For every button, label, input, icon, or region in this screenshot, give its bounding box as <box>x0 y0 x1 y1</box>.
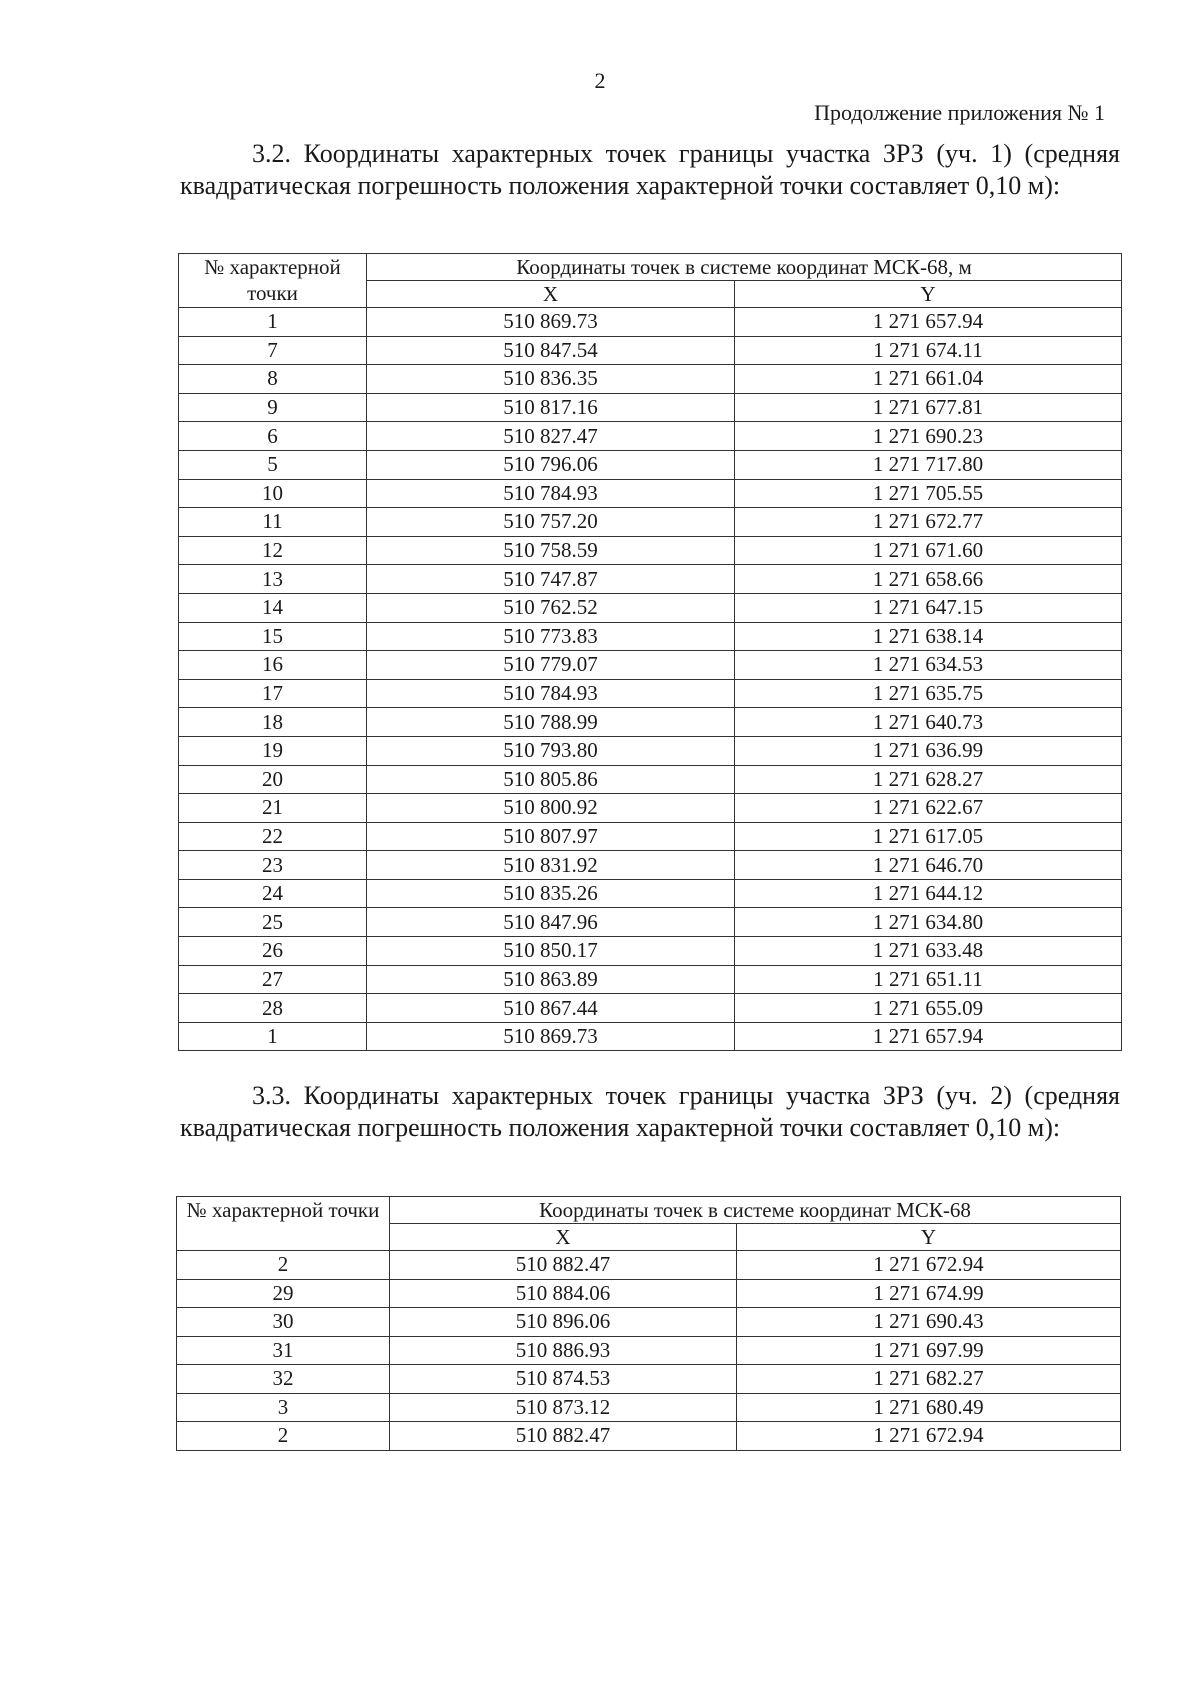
table-row <box>179 822 1122 851</box>
cell-point: 19 <box>179 736 367 765</box>
header-coordinates: Координаты точек в системе координат МСК-68 <box>390 1197 1121 1224</box>
cell-x: 510 850.17 <box>367 937 735 966</box>
cell-x: 510 882.47 <box>390 1422 737 1451</box>
table-row <box>179 708 1122 737</box>
cell-y: 1 271 622.67 <box>735 794 1122 823</box>
cell-y: 1 271 672.94 <box>737 1251 1121 1280</box>
table-row <box>179 565 1122 594</box>
cell-point: 7 <box>179 336 367 365</box>
cell-y: 1 271 655.09 <box>735 994 1122 1023</box>
cell-x: 510 874.53 <box>390 1365 737 1394</box>
cell-x: 510 793.80 <box>367 736 735 765</box>
cell-x: 510 827.47 <box>367 422 735 451</box>
cell-y: 1 271 672.77 <box>735 508 1122 537</box>
cell-y: 1 271 657.94 <box>735 1022 1122 1051</box>
cell-y: 1 271 690.23 <box>735 422 1122 451</box>
cell-x: 510 817.16 <box>367 393 735 422</box>
cell-y: 1 271 682.27 <box>737 1365 1121 1394</box>
cell-point: 8 <box>179 365 367 394</box>
cell-y: 1 271 651.11 <box>735 965 1122 994</box>
header-point-number: № характерной точки <box>179 254 367 308</box>
cell-y: 1 271 674.99 <box>737 1279 1121 1308</box>
cell-y: 1 271 640.73 <box>735 708 1122 737</box>
cell-x: 510 886.93 <box>390 1336 737 1365</box>
table-row <box>177 1251 1121 1280</box>
header-y: Y <box>735 281 1122 308</box>
cell-y: 1 271 674.11 <box>735 336 1122 365</box>
section-heading-3-3 <box>180 1080 1120 1144</box>
cell-point: 18 <box>179 708 367 737</box>
table-row <box>179 1022 1122 1051</box>
section-text: Координаты характерных точек границы участка ЗРЗ (уч. 2) (средняя квадратическая погрешность положения характерной точки составляет 0,10 м): <box>180 1081 1120 1142</box>
cell-x: 510 807.97 <box>367 822 735 851</box>
cell-x: 510 884.06 <box>390 1279 737 1308</box>
cell-point: 12 <box>179 536 367 565</box>
cell-x: 510 758.59 <box>367 536 735 565</box>
table-row <box>179 479 1122 508</box>
cell-x: 510 847.96 <box>367 908 735 937</box>
header-x: X <box>367 281 735 308</box>
cell-y: 1 271 677.81 <box>735 393 1122 422</box>
cell-y: 1 271 634.80 <box>735 908 1122 937</box>
continuation-label: Продолжение приложения № 1 <box>814 100 1105 125</box>
cell-point: 2 <box>177 1251 390 1280</box>
cell-point: 28 <box>179 994 367 1023</box>
cell-point: 23 <box>179 851 367 880</box>
cell-point: 17 <box>179 679 367 708</box>
table-row <box>179 765 1122 794</box>
cell-point: 15 <box>179 622 367 651</box>
table-row <box>179 308 1122 337</box>
cell-point: 10 <box>179 479 367 508</box>
header-y: Y <box>737 1224 1121 1251</box>
table-row <box>177 1422 1121 1451</box>
cell-y: 1 271 646.70 <box>735 851 1122 880</box>
cell-x: 510 757.20 <box>367 508 735 537</box>
cell-x: 510 800.92 <box>367 794 735 823</box>
cell-x: 510 779.07 <box>367 651 735 680</box>
table-row <box>179 937 1122 966</box>
table-2-body <box>177 1251 1121 1451</box>
table-row <box>179 994 1122 1023</box>
table-row <box>179 336 1122 365</box>
table-row <box>179 536 1122 565</box>
cell-point: 26 <box>179 937 367 966</box>
table-row <box>177 1365 1121 1394</box>
header-coordinates: Координаты точек в системе координат МСК-68, м <box>367 254 1122 281</box>
cell-x: 510 784.93 <box>367 679 735 708</box>
cell-y: 1 271 717.80 <box>735 450 1122 479</box>
cell-x: 510 836.35 <box>367 365 735 394</box>
cell-y: 1 271 671.60 <box>735 536 1122 565</box>
section-heading-3-2 <box>180 138 1120 202</box>
table-row <box>179 622 1122 651</box>
table-row <box>179 879 1122 908</box>
header-point-number: № характерной точки <box>177 1197 390 1251</box>
table-row <box>179 593 1122 622</box>
table-row <box>177 1336 1121 1365</box>
cell-y: 1 271 697.99 <box>737 1336 1121 1365</box>
cell-x: 510 863.89 <box>367 965 735 994</box>
cell-point: 32 <box>177 1365 390 1394</box>
cell-y: 1 271 644.12 <box>735 879 1122 908</box>
cell-point: 25 <box>179 908 367 937</box>
cell-y: 1 271 634.53 <box>735 651 1122 680</box>
section-number: 3.2. <box>252 139 291 168</box>
cell-x: 510 869.73 <box>367 1022 735 1051</box>
cell-y: 1 271 672.94 <box>737 1422 1121 1451</box>
cell-point: 5 <box>179 450 367 479</box>
table-row <box>179 851 1122 880</box>
table-1-body <box>179 308 1122 1051</box>
cell-point: 14 <box>179 593 367 622</box>
table-row <box>179 422 1122 451</box>
cell-y: 1 271 680.49 <box>737 1393 1121 1422</box>
cell-y: 1 271 628.27 <box>735 765 1122 794</box>
cell-x: 510 747.87 <box>367 565 735 594</box>
table-row <box>179 450 1122 479</box>
cell-point: 9 <box>179 393 367 422</box>
cell-x: 510 805.86 <box>367 765 735 794</box>
cell-x: 510 882.47 <box>390 1251 737 1280</box>
table-row <box>179 965 1122 994</box>
header-x: X <box>390 1224 737 1251</box>
cell-y: 1 271 657.94 <box>735 308 1122 337</box>
cell-x: 510 835.26 <box>367 879 735 908</box>
cell-point: 1 <box>179 1022 367 1051</box>
table-row <box>177 1308 1121 1337</box>
cell-point: 11 <box>179 508 367 537</box>
table-row <box>179 393 1122 422</box>
table-row <box>179 651 1122 680</box>
cell-point: 22 <box>179 822 367 851</box>
cell-x: 510 784.93 <box>367 479 735 508</box>
page-number: 2 <box>594 68 606 93</box>
cell-point: 6 <box>179 422 367 451</box>
table-row <box>177 1393 1121 1422</box>
cell-y: 1 271 633.48 <box>735 937 1122 966</box>
table-row <box>177 1279 1121 1308</box>
cell-point: 30 <box>177 1308 390 1337</box>
cell-x: 510 762.52 <box>367 593 735 622</box>
cell-x: 510 896.06 <box>390 1308 737 1337</box>
table-row <box>179 794 1122 823</box>
table-row <box>179 508 1122 537</box>
cell-y: 1 271 636.99 <box>735 736 1122 765</box>
cell-y: 1 271 705.55 <box>735 479 1122 508</box>
cell-x: 510 773.83 <box>367 622 735 651</box>
cell-y: 1 271 617.05 <box>735 822 1122 851</box>
table-row <box>179 365 1122 394</box>
section-number: 3.3. <box>252 1081 291 1110</box>
cell-point: 21 <box>179 794 367 823</box>
cell-point: 20 <box>179 765 367 794</box>
cell-y: 1 271 661.04 <box>735 365 1122 394</box>
section-text: Координаты характерных точек границы участка ЗРЗ (уч. 1) (средняя квадратическая погрешность положения характерной точки составляет 0,10 м): <box>180 139 1120 200</box>
cell-point: 3 <box>177 1393 390 1422</box>
cell-x: 510 847.54 <box>367 336 735 365</box>
coordinates-table-2 <box>176 1196 1121 1451</box>
cell-y: 1 271 635.75 <box>735 679 1122 708</box>
cell-point: 29 <box>177 1279 390 1308</box>
coordinates-table-1 <box>178 253 1122 1051</box>
cell-x: 510 869.73 <box>367 308 735 337</box>
cell-x: 510 831.92 <box>367 851 735 880</box>
cell-x: 510 867.44 <box>367 994 735 1023</box>
table-row <box>179 908 1122 937</box>
cell-y: 1 271 638.14 <box>735 622 1122 651</box>
cell-point: 13 <box>179 565 367 594</box>
cell-y: 1 271 658.66 <box>735 565 1122 594</box>
cell-y: 1 271 690.43 <box>737 1308 1121 1337</box>
cell-point: 2 <box>177 1422 390 1451</box>
cell-x: 510 788.99 <box>367 708 735 737</box>
cell-point: 27 <box>179 965 367 994</box>
table-row <box>179 736 1122 765</box>
table-row <box>179 679 1122 708</box>
cell-point: 24 <box>179 879 367 908</box>
cell-x: 510 873.12 <box>390 1393 737 1422</box>
cell-point: 16 <box>179 651 367 680</box>
cell-y: 1 271 647.15 <box>735 593 1122 622</box>
cell-point: 31 <box>177 1336 390 1365</box>
cell-point: 1 <box>179 308 367 337</box>
cell-x: 510 796.06 <box>367 450 735 479</box>
